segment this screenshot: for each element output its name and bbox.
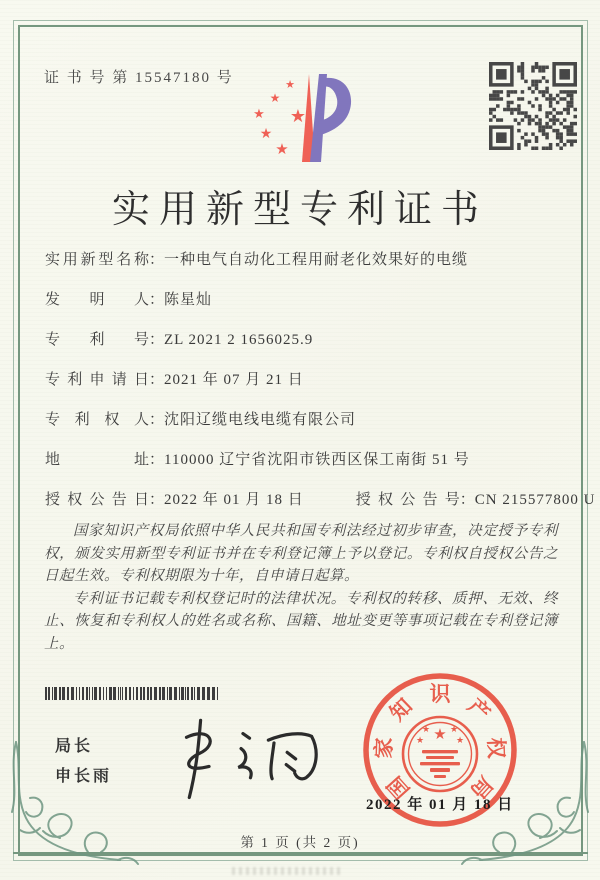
field-value: 110000 辽宁省沈阳市铁西区保工南街 51 号	[164, 452, 470, 468]
next-page-bleed	[232, 867, 342, 875]
signer-block	[55, 732, 112, 792]
field-label: 地址	[45, 452, 149, 468]
svg-text:★: ★	[253, 107, 265, 122]
field-label: 专利权人	[45, 412, 149, 428]
field-colon: ：	[459, 492, 475, 508]
field-row-name	[45, 250, 557, 290]
svg-text:国: 国	[382, 771, 415, 804]
svg-text:★: ★	[455, 736, 465, 746]
cnipa-logo-icon	[246, 64, 354, 166]
qr-code	[489, 62, 577, 150]
certificate-title: 实用新型专利证书	[111, 189, 488, 231]
page-footer: 第 1 页 (共 2 页)	[240, 835, 360, 850]
field-value: 一种电气自动化工程用耐老化效果好的电缆	[164, 252, 469, 268]
field-colon: ：	[149, 332, 165, 348]
field-label: 授权公告号	[355, 492, 460, 508]
legal-paragraph-1: 国家知识产权局依照中华人民共和国专利法经过初步审查，决定授予专利权，颁发实用新型专利证书并在专利登记簿上予以登记。专利权自授权公告之日起生效。专利权期限为十年，自申请日起算。	[44, 523, 558, 584]
field-row-patent-no	[45, 330, 557, 370]
svg-text:权: 权	[483, 737, 509, 759]
field-label: 实用新型名称	[45, 252, 149, 268]
svg-text:识: 识	[429, 682, 451, 706]
field-colon: ：	[149, 412, 165, 428]
svg-text:★: ★	[275, 140, 289, 158]
signer-name: 申长雨	[55, 768, 113, 785]
field-row-inventor	[45, 290, 557, 330]
svg-text:局: 局	[465, 771, 498, 804]
svg-text:★: ★	[289, 106, 307, 127]
svg-text:★: ★	[449, 725, 459, 735]
legal-paragraph-2: 专利证书记载专利权登记时的法律状况。专利权的转移、质押、无效、终止、恢复和专利权人的姓名或名称、国籍、地址变更等事项记载在专利登记簿上。	[44, 590, 558, 652]
svg-text:★: ★	[433, 725, 447, 743]
svg-text:知: 知	[385, 693, 417, 726]
seal-date: 2022 年 01 月 18 日	[366, 797, 514, 813]
barcode	[45, 687, 219, 700]
field-list	[45, 250, 596, 530]
field-value: 2022 年 01 月 18 日	[164, 492, 304, 508]
svg-text:★: ★	[269, 91, 281, 105]
field-colon: ：	[149, 252, 165, 268]
field-colon: ：	[149, 492, 165, 508]
field-row-patentee	[45, 410, 557, 450]
svg-text:产: 产	[463, 693, 495, 726]
field-colon: ：	[149, 372, 165, 388]
field-value: CN 215577800 U	[474, 492, 596, 508]
svg-text:★: ★	[285, 78, 295, 91]
field-value: 2021 年 07 月 21 日	[164, 372, 304, 388]
field-label: 专利申请日	[45, 372, 149, 388]
svg-text:★: ★	[415, 736, 425, 746]
certificate-number: 证 书 号 第 15547180 号	[44, 70, 234, 86]
field-label: 发明人	[45, 292, 149, 308]
field-label: 专利号	[45, 332, 149, 348]
svg-text:★: ★	[259, 126, 273, 142]
svg-text:★: ★	[421, 725, 431, 735]
field-colon: ：	[149, 292, 165, 308]
field-value: 沈阳辽缆电线电缆有限公司	[164, 412, 357, 428]
svg-text:家: 家	[371, 737, 397, 759]
field-colon: ：	[149, 452, 165, 468]
signer-title: 局长	[55, 738, 94, 755]
field-value: ZL 2021 2 1656025.9	[164, 332, 314, 348]
field-label: 授权公告日	[45, 492, 149, 508]
signature-handwriting	[162, 712, 322, 804]
legal-text-block	[44, 520, 558, 655]
field-value: 陈星灿	[164, 292, 213, 308]
field-row-address	[45, 450, 557, 490]
field-row-filing-date	[45, 370, 557, 410]
